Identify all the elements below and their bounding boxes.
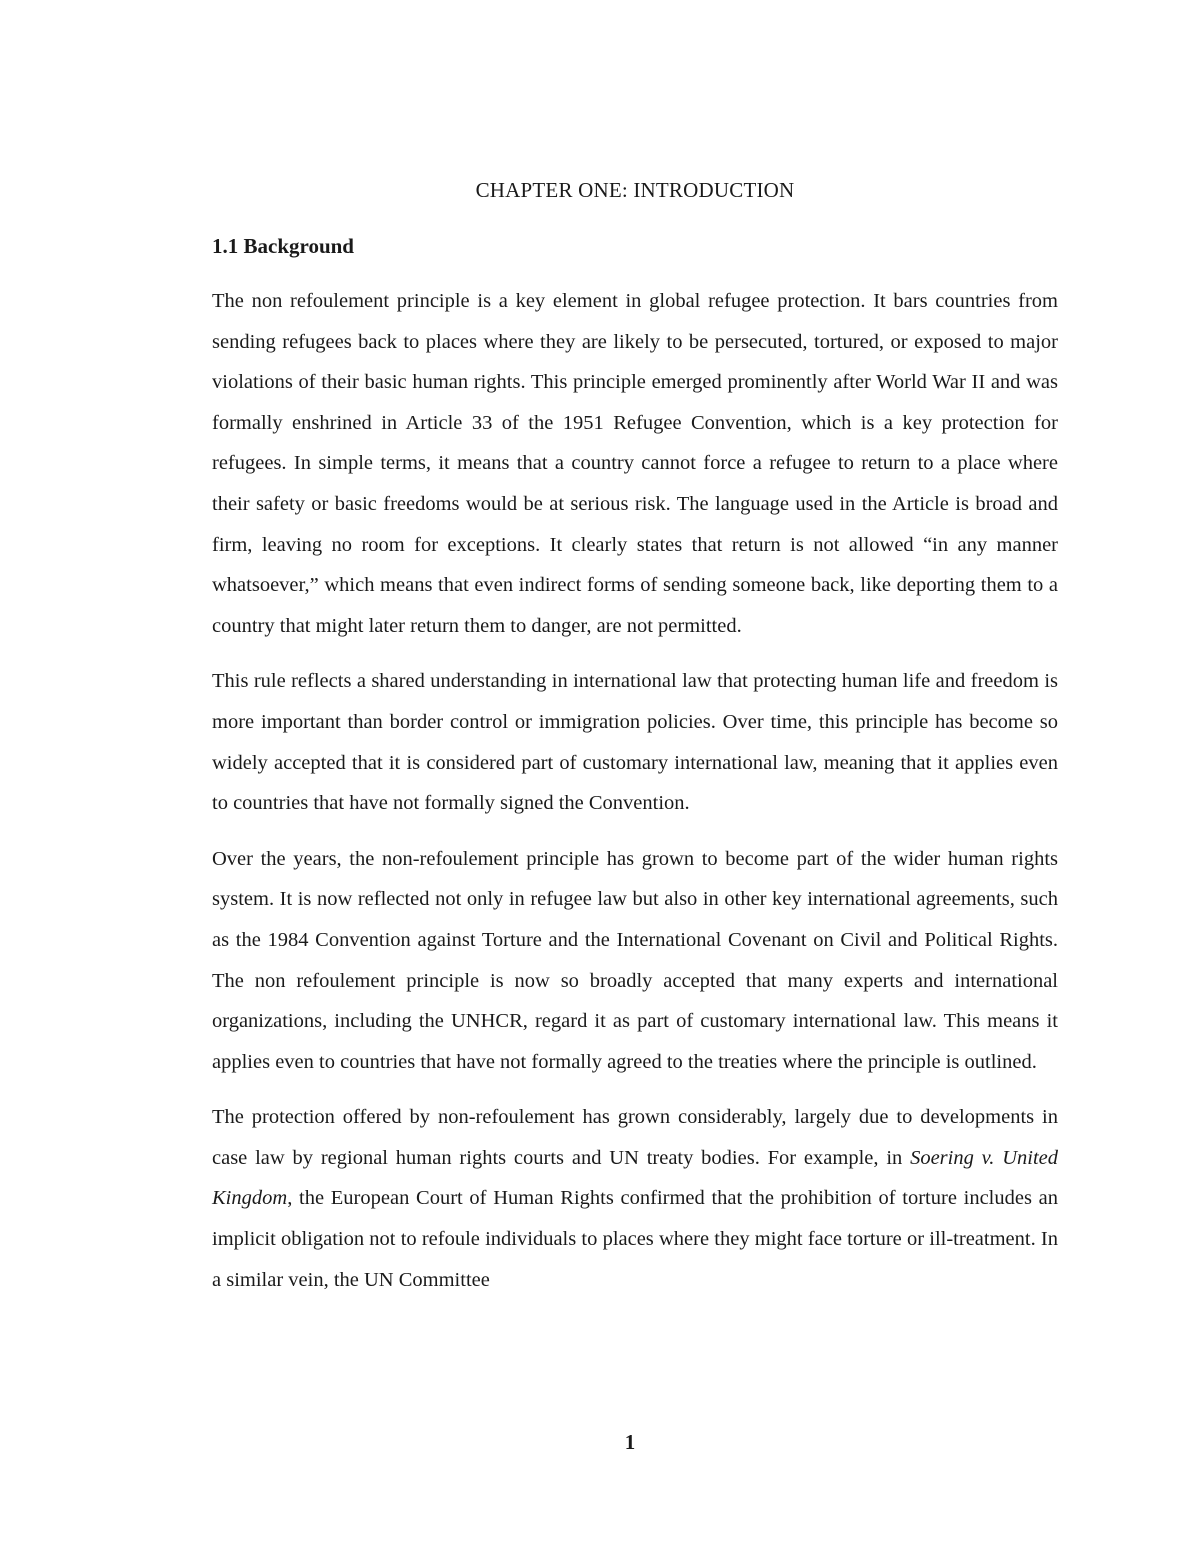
section-heading: 1.1 Background [212,234,354,258]
document-body [212,281,1058,1315]
body-paragraph: The non refoulement principle is a key element in global refugee protection. It bars countries from sending refugees back to places where they are likely to be persecuted, tortured, or exposed to major violations of their basic human rights. This principle emerged prominently after World War II and was formally enshrined in Article 33 of the 1951 Refugee Convention, which is a key protection for refugees. In simple terms, it means that a country cannot force a refugee to return to a place where their safety or basic freedoms would be at serious risk. The language used in the Article is broad and firm, leaving no room for exceptions. It clearly states that return is not allowed “in any manner whatsoever,” which means that even indirect forms of sending someone back, like deporting them to a country that might later return them to danger, are not permitted. [212,290,1058,637]
paragraph-text: The protection offered by non-refoulement has grown considerably, largely due to developments in case law by regional human rights courts and UN treaty bodies. For example, in [212,1106,1058,1169]
page-number: 1 [624,1430,636,1454]
body-paragraph-with-case [212,1097,1058,1300]
body-paragraph: Over the years, the non-refoulement principle has grown to become part of the wider human rights system. It is now reflected not only in refugee law but also in other key international agreements, such as the 1984 Convention against Torture and the International Covenant on Civil and Political Rights. The non refoulement principle is now so broadly accepted that many experts and international organizations, including the UNHCR, regard it as part of customary international law. This means it applies even to countries that have not formally agreed to the treaties where the principle is outlined. [212,847,1058,1073]
body-paragraph: This rule reflects a shared understanding in international law that protecting human life and freedom is more important than border control or immigration policies. Over time, this principle has become so widely accepted that it is considered part of customary international law, meaning that it applies even to countries that have not formally signed the Convention. [212,670,1058,815]
chapter-title: CHAPTER ONE: INTRODUCTION [475,178,795,202]
case-citation: Soering v. United Kingdom [212,1146,1058,1210]
paragraph-text: , the European Court of Human Rights confirmed that the prohibition of torture includes an implicit obligation not to refoule individuals to places where they might face torture or ill-treatment. In a similar vein, the UN Committee [212,1187,1058,1291]
